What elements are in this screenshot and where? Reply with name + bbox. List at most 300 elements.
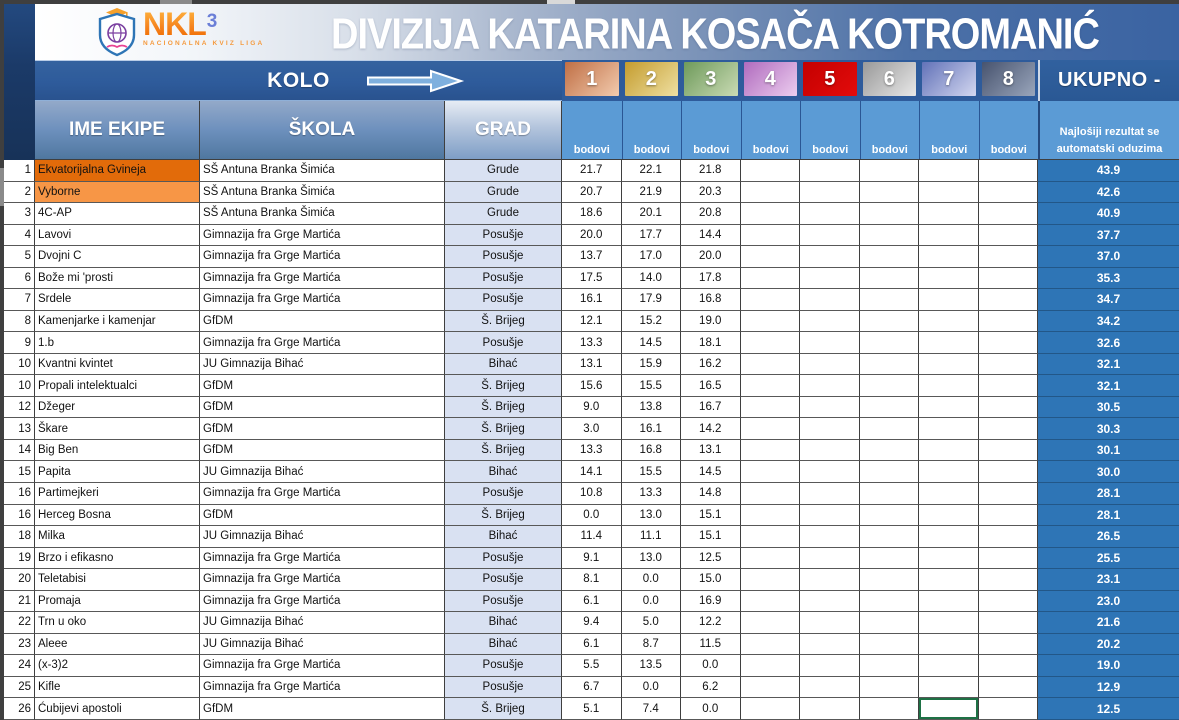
score-cell-round-7[interactable] [919, 268, 979, 290]
score-cell-round-8[interactable] [979, 505, 1039, 527]
round-4-header[interactable] [741, 60, 801, 101]
score-cell-round-4[interactable] [741, 655, 801, 677]
score-cell-round-5[interactable] [800, 354, 860, 376]
score-cell-round-7[interactable] [919, 418, 979, 440]
score-cell-round-7[interactable] [919, 203, 979, 225]
score-cell-round-5[interactable] [800, 698, 860, 720]
city-cell[interactable]: Bihać [445, 634, 562, 656]
score-cell-round-5[interactable] [800, 397, 860, 419]
score-cell-round-2[interactable]: 16.1 [622, 418, 682, 440]
round-5-header[interactable] [800, 60, 860, 101]
city-cell[interactable]: Š. Brijeg [445, 440, 562, 462]
round-2-header[interactable] [622, 60, 682, 101]
score-cell-round-8[interactable] [979, 182, 1039, 204]
score-cell-round-5[interactable] [800, 612, 860, 634]
team-name-cell[interactable]: Kifle [35, 677, 200, 699]
score-cell-round-7[interactable] [919, 526, 979, 548]
total-cell[interactable]: 30.0 [1038, 461, 1179, 483]
points-subheader-round-8[interactable]: bodovi [979, 101, 1039, 159]
score-cell-round-8[interactable] [979, 332, 1039, 354]
city-cell[interactable]: Posušje [445, 483, 562, 505]
score-cell-round-1[interactable]: 20.7 [562, 182, 622, 204]
total-cell[interactable]: 40.9 [1038, 203, 1179, 225]
score-cell-round-3[interactable]: 20.3 [681, 182, 741, 204]
city-cell[interactable]: Posušje [445, 332, 562, 354]
total-cell[interactable]: 37.7 [1038, 225, 1179, 247]
team-name-cell[interactable]: Kamenjarke i kamenjar [35, 311, 200, 333]
points-subheader-round-5[interactable]: bodovi [800, 101, 860, 159]
score-cell-round-7[interactable] [919, 397, 979, 419]
city-cell[interactable]: Posušje [445, 569, 562, 591]
school-cell[interactable]: Gimnazija fra Grge Martića [200, 591, 445, 613]
points-subheader-round-4[interactable]: bodovi [741, 101, 801, 159]
score-cell-round-4[interactable] [741, 569, 801, 591]
city-cell[interactable]: Š. Brijeg [445, 505, 562, 527]
score-cell-round-5[interactable] [800, 591, 860, 613]
score-cell-round-3[interactable]: 15.1 [681, 526, 741, 548]
row-number[interactable]: 22 [4, 612, 35, 634]
city-cell[interactable]: Posušje [445, 246, 562, 268]
team-name-cell[interactable]: Aleee [35, 634, 200, 656]
score-cell-round-2[interactable]: 11.1 [622, 526, 682, 548]
total-cell[interactable]: 32.1 [1038, 354, 1179, 376]
row-number[interactable]: 16 [4, 505, 35, 527]
score-cell-round-5[interactable] [800, 569, 860, 591]
city-cell[interactable]: Posušje [445, 591, 562, 613]
score-cell-round-3[interactable]: 0.0 [681, 655, 741, 677]
score-cell-round-5[interactable] [800, 160, 860, 182]
team-name-cell[interactable]: Milka [35, 526, 200, 548]
score-cell-round-8[interactable] [979, 655, 1039, 677]
column-header-school[interactable]: ŠKOLA [200, 101, 445, 160]
score-cell-round-6[interactable] [860, 677, 920, 699]
score-cell-round-8[interactable] [979, 569, 1039, 591]
score-cell-round-2[interactable]: 13.5 [622, 655, 682, 677]
score-cell-round-7[interactable] [919, 548, 979, 570]
score-cell-round-8[interactable] [979, 354, 1039, 376]
team-name-cell[interactable]: 1.b [35, 332, 200, 354]
row-number[interactable]: 23 [4, 634, 35, 656]
row-number[interactable]: 10 [4, 375, 35, 397]
score-cell-round-2[interactable]: 13.0 [622, 505, 682, 527]
score-cell-round-8[interactable] [979, 311, 1039, 333]
school-cell[interactable]: JU Gimnazija Bihać [200, 461, 445, 483]
school-cell[interactable]: Gimnazija fra Grge Martića [200, 332, 445, 354]
city-cell[interactable]: Š. Brijeg [445, 375, 562, 397]
total-cell[interactable]: 12.9 [1038, 677, 1179, 699]
score-cell-round-3[interactable]: 15.1 [681, 505, 741, 527]
score-cell-round-8[interactable] [979, 160, 1039, 182]
score-cell-round-2[interactable]: 13.8 [622, 397, 682, 419]
total-cell[interactable]: 43.9 [1038, 160, 1179, 182]
score-cell-round-5[interactable] [800, 677, 860, 699]
city-cell[interactable]: Bihać [445, 612, 562, 634]
row-number[interactable]: 15 [4, 461, 35, 483]
total-cell[interactable]: 20.2 [1038, 634, 1179, 656]
score-cell-round-2[interactable]: 8.7 [622, 634, 682, 656]
score-cell-round-5[interactable] [800, 526, 860, 548]
score-cell-round-1[interactable]: 10.8 [562, 483, 622, 505]
team-name-cell[interactable]: Vyborne [35, 182, 200, 204]
row-number[interactable]: 26 [4, 698, 35, 720]
score-cell-round-3[interactable]: 16.2 [681, 354, 741, 376]
school-cell[interactable]: JU Gimnazija Bihać [200, 634, 445, 656]
school-cell[interactable]: Gimnazija fra Grge Martića [200, 268, 445, 290]
total-cell[interactable]: 19.0 [1038, 655, 1179, 677]
score-cell-round-6[interactable] [860, 203, 920, 225]
score-cell-round-4[interactable] [741, 268, 801, 290]
row-number[interactable]: 13 [4, 418, 35, 440]
team-name-cell[interactable]: Brzo i efikasno [35, 548, 200, 570]
score-cell-round-2[interactable]: 17.9 [622, 289, 682, 311]
round-3-header[interactable] [681, 60, 741, 101]
score-cell-round-8[interactable] [979, 461, 1039, 483]
score-cell-round-6[interactable] [860, 698, 920, 720]
total-cell[interactable]: 25.5 [1038, 548, 1179, 570]
score-cell-round-6[interactable] [860, 225, 920, 247]
team-name-cell[interactable]: Bože mi 'prosti [35, 268, 200, 290]
score-cell-round-4[interactable] [741, 418, 801, 440]
city-cell[interactable]: Posušje [445, 268, 562, 290]
score-cell-round-6[interactable] [860, 634, 920, 656]
team-name-cell[interactable]: Džeger [35, 397, 200, 419]
score-cell-round-1[interactable]: 20.0 [562, 225, 622, 247]
score-cell-round-2[interactable]: 22.1 [622, 160, 682, 182]
score-cell-round-5[interactable] [800, 505, 860, 527]
school-cell[interactable]: SŠ Antuna Branka Šimića [200, 203, 445, 225]
score-cell-round-6[interactable] [860, 397, 920, 419]
score-cell-round-8[interactable] [979, 440, 1039, 462]
score-cell-round-4[interactable] [741, 677, 801, 699]
score-cell-round-8[interactable] [979, 268, 1039, 290]
score-cell-round-1[interactable]: 13.3 [562, 440, 622, 462]
city-cell[interactable]: Grude [445, 182, 562, 204]
row-number[interactable]: 3 [4, 203, 35, 225]
row-number[interactable]: 20 [4, 569, 35, 591]
score-cell-round-1[interactable]: 11.4 [562, 526, 622, 548]
score-cell-round-6[interactable] [860, 548, 920, 570]
total-cell[interactable]: 34.2 [1038, 311, 1179, 333]
score-cell-round-6[interactable] [860, 354, 920, 376]
score-cell-round-2[interactable]: 15.2 [622, 311, 682, 333]
city-cell[interactable]: Š. Brijeg [445, 311, 562, 333]
total-cell[interactable]: 28.1 [1038, 483, 1179, 505]
score-cell-round-7[interactable] [919, 289, 979, 311]
row-number[interactable]: 2 [4, 182, 35, 204]
score-cell-round-3[interactable]: 20.0 [681, 246, 741, 268]
score-cell-round-7[interactable] [919, 246, 979, 268]
score-cell-round-5[interactable] [800, 375, 860, 397]
score-cell-round-1[interactable]: 17.5 [562, 268, 622, 290]
score-cell-round-8[interactable] [979, 225, 1039, 247]
score-cell-round-2[interactable]: 15.5 [622, 461, 682, 483]
score-cell-round-3[interactable]: 21.8 [681, 160, 741, 182]
score-cell-round-7[interactable] [919, 375, 979, 397]
score-cell-round-1[interactable]: 9.0 [562, 397, 622, 419]
score-cell-round-7[interactable] [919, 440, 979, 462]
total-cell[interactable]: 35.3 [1038, 268, 1179, 290]
score-cell-round-2[interactable]: 0.0 [622, 569, 682, 591]
city-cell[interactable]: Grude [445, 203, 562, 225]
school-cell[interactable]: GfDM [200, 397, 445, 419]
school-cell[interactable]: Gimnazija fra Grge Martića [200, 225, 445, 247]
city-cell[interactable]: Grude [445, 160, 562, 182]
row-number[interactable]: 14 [4, 440, 35, 462]
score-cell-round-2[interactable]: 17.0 [622, 246, 682, 268]
score-cell-round-3[interactable]: 14.5 [681, 461, 741, 483]
score-cell-round-6[interactable] [860, 418, 920, 440]
score-cell-round-8[interactable] [979, 483, 1039, 505]
score-cell-round-4[interactable] [741, 332, 801, 354]
score-cell-round-3[interactable]: 16.7 [681, 397, 741, 419]
points-subheader-round-3[interactable]: bodovi [681, 101, 741, 159]
score-cell-round-6[interactable] [860, 246, 920, 268]
score-cell-round-7[interactable] [919, 505, 979, 527]
city-cell[interactable]: Š. Brijeg [445, 418, 562, 440]
school-cell[interactable]: GfDM [200, 311, 445, 333]
score-cell-round-4[interactable] [741, 526, 801, 548]
score-cell-round-1[interactable]: 0.0 [562, 505, 622, 527]
score-cell-round-6[interactable] [860, 591, 920, 613]
team-name-cell[interactable]: Srdele [35, 289, 200, 311]
team-name-cell[interactable]: Kvantni kvintet [35, 354, 200, 376]
score-cell-round-8[interactable] [979, 548, 1039, 570]
score-cell-round-2[interactable]: 21.9 [622, 182, 682, 204]
score-cell-round-3[interactable]: 20.8 [681, 203, 741, 225]
score-cell-round-2[interactable]: 14.5 [622, 332, 682, 354]
city-cell[interactable]: Posušje [445, 225, 562, 247]
score-cell-round-7[interactable] [919, 332, 979, 354]
score-cell-round-1[interactable]: 12.1 [562, 311, 622, 333]
score-cell-round-5[interactable] [800, 440, 860, 462]
row-number[interactable]: 10 [4, 354, 35, 376]
score-cell-round-1[interactable]: 15.6 [562, 375, 622, 397]
score-cell-round-5[interactable] [800, 182, 860, 204]
score-cell-round-2[interactable]: 13.3 [622, 483, 682, 505]
score-cell-round-2[interactable]: 20.1 [622, 203, 682, 225]
city-cell[interactable]: Š. Brijeg [445, 397, 562, 419]
score-cell-round-3[interactable]: 16.8 [681, 289, 741, 311]
school-cell[interactable]: SŠ Antuna Branka Šimića [200, 182, 445, 204]
score-cell-round-1[interactable]: 13.1 [562, 354, 622, 376]
school-cell[interactable]: Gimnazija fra Grge Martića [200, 289, 445, 311]
team-name-cell[interactable]: Škare [35, 418, 200, 440]
row-number[interactable]: 21 [4, 591, 35, 613]
team-name-cell[interactable]: Big Ben [35, 440, 200, 462]
points-subheader-round-2[interactable]: bodovi [622, 101, 682, 159]
row-number[interactable]: 7 [4, 289, 35, 311]
points-subheader-round-7[interactable]: bodovi [919, 101, 979, 159]
score-cell-round-1[interactable]: 16.1 [562, 289, 622, 311]
score-cell-round-3[interactable]: 14.4 [681, 225, 741, 247]
round-7-header[interactable] [919, 60, 979, 101]
score-cell-round-3[interactable]: 6.2 [681, 677, 741, 699]
score-cell-round-1[interactable]: 6.1 [562, 634, 622, 656]
score-cell-round-8[interactable] [979, 634, 1039, 656]
city-cell[interactable]: Posušje [445, 289, 562, 311]
row-number[interactable]: 18 [4, 526, 35, 548]
team-name-cell[interactable]: Papita [35, 461, 200, 483]
score-cell-round-6[interactable] [860, 461, 920, 483]
score-cell-round-5[interactable] [800, 461, 860, 483]
round-6-header[interactable] [860, 60, 920, 101]
row-number[interactable]: 8 [4, 311, 35, 333]
total-cell[interactable]: 21.6 [1038, 612, 1179, 634]
score-cell-round-5[interactable] [800, 203, 860, 225]
row-number[interactable]: 9 [4, 332, 35, 354]
row-number[interactable]: 25 [4, 677, 35, 699]
school-cell[interactable]: JU Gimnazija Bihać [200, 612, 445, 634]
team-name-cell[interactable]: Trn u oko [35, 612, 200, 634]
total-cell[interactable]: 37.0 [1038, 246, 1179, 268]
score-cell-round-7[interactable] [919, 591, 979, 613]
points-subheader-round-6[interactable]: bodovi [860, 101, 920, 159]
school-cell[interactable]: GfDM [200, 418, 445, 440]
score-cell-round-3[interactable]: 19.0 [681, 311, 741, 333]
total-cell[interactable]: 28.1 [1038, 505, 1179, 527]
school-cell[interactable]: Gimnazija fra Grge Martića [200, 246, 445, 268]
score-cell-round-7[interactable] [919, 182, 979, 204]
row-number[interactable]: 4 [4, 225, 35, 247]
score-cell-round-8[interactable] [979, 526, 1039, 548]
score-cell-round-1[interactable]: 21.7 [562, 160, 622, 182]
score-cell-round-4[interactable] [741, 246, 801, 268]
team-name-cell[interactable]: Ćubijevi apostoli [35, 698, 200, 720]
score-cell-round-7[interactable] [919, 612, 979, 634]
team-name-cell[interactable]: (x-3)2 [35, 655, 200, 677]
row-number[interactable]: 16 [4, 483, 35, 505]
team-name-cell[interactable]: Ekvatorijalna Gvineja [35, 160, 200, 182]
score-cell-round-3[interactable]: 18.1 [681, 332, 741, 354]
score-cell-round-3[interactable]: 16.9 [681, 591, 741, 613]
score-cell-round-1[interactable]: 18.6 [562, 203, 622, 225]
score-cell-round-6[interactable] [860, 375, 920, 397]
school-cell[interactable]: JU Gimnazija Bihać [200, 354, 445, 376]
city-cell[interactable]: Bihać [445, 354, 562, 376]
score-cell-round-3[interactable]: 12.5 [681, 548, 741, 570]
score-cell-round-1[interactable]: 13.3 [562, 332, 622, 354]
total-cell[interactable]: 23.0 [1038, 591, 1179, 613]
row-number[interactable]: 6 [4, 268, 35, 290]
score-cell-round-3[interactable]: 15.0 [681, 569, 741, 591]
score-cell-round-3[interactable]: 14.8 [681, 483, 741, 505]
school-cell[interactable]: Gimnazija fra Grge Martića [200, 655, 445, 677]
score-cell-round-6[interactable] [860, 332, 920, 354]
score-cell-round-8[interactable] [979, 591, 1039, 613]
row-number[interactable]: 1 [4, 160, 35, 182]
score-cell-round-1[interactable]: 6.1 [562, 591, 622, 613]
score-cell-round-8[interactable] [979, 698, 1039, 720]
score-cell-round-4[interactable] [741, 612, 801, 634]
city-cell[interactable]: Š. Brijeg [445, 698, 562, 720]
score-cell-round-2[interactable]: 17.7 [622, 225, 682, 247]
score-cell-round-3[interactable]: 17.8 [681, 268, 741, 290]
school-cell[interactable]: GfDM [200, 375, 445, 397]
points-subheader-round-1[interactable]: bodovi [562, 101, 622, 159]
score-cell-round-7[interactable] [919, 634, 979, 656]
score-cell-round-8[interactable] [979, 612, 1039, 634]
score-cell-round-5[interactable] [800, 246, 860, 268]
team-name-cell[interactable]: Teletabisi [35, 569, 200, 591]
total-cell[interactable]: 30.3 [1038, 418, 1179, 440]
score-cell-round-8[interactable] [979, 375, 1039, 397]
city-cell[interactable]: Bihać [445, 526, 562, 548]
score-cell-round-1[interactable]: 3.0 [562, 418, 622, 440]
score-cell-round-7[interactable] [919, 354, 979, 376]
score-cell-round-4[interactable] [741, 182, 801, 204]
score-cell-round-6[interactable] [860, 160, 920, 182]
score-cell-round-4[interactable] [741, 548, 801, 570]
column-header-city[interactable]: GRAD [445, 101, 562, 160]
score-cell-round-6[interactable] [860, 483, 920, 505]
score-cell-round-5[interactable] [800, 548, 860, 570]
score-cell-round-4[interactable] [741, 505, 801, 527]
score-cell-round-1[interactable]: 14.1 [562, 461, 622, 483]
score-cell-round-5[interactable] [800, 655, 860, 677]
total-cell[interactable]: 26.5 [1038, 526, 1179, 548]
score-cell-round-8[interactable] [979, 289, 1039, 311]
school-cell[interactable]: Gimnazija fra Grge Martića [200, 677, 445, 699]
score-cell-round-5[interactable] [800, 418, 860, 440]
score-cell-round-3[interactable]: 14.2 [681, 418, 741, 440]
total-cell[interactable]: 12.5 [1038, 698, 1179, 720]
score-cell-round-6[interactable] [860, 526, 920, 548]
score-cell-round-2[interactable]: 7.4 [622, 698, 682, 720]
team-name-cell[interactable]: Dvojni C [35, 246, 200, 268]
score-cell-round-5[interactable] [800, 268, 860, 290]
score-cell-round-4[interactable] [741, 311, 801, 333]
score-cell-round-1[interactable]: 5.1 [562, 698, 622, 720]
total-cell[interactable]: 42.6 [1038, 182, 1179, 204]
score-cell-round-6[interactable] [860, 289, 920, 311]
score-cell-round-1[interactable]: 6.7 [562, 677, 622, 699]
score-cell-round-3[interactable]: 16.5 [681, 375, 741, 397]
score-cell-round-2[interactable]: 0.0 [622, 591, 682, 613]
total-cell[interactable]: 30.5 [1038, 397, 1179, 419]
score-cell-round-1[interactable]: 8.1 [562, 569, 622, 591]
total-cell[interactable]: 30.1 [1038, 440, 1179, 462]
team-name-cell[interactable]: Propali intelektualci [35, 375, 200, 397]
score-cell-round-5[interactable] [800, 332, 860, 354]
score-cell-round-4[interactable] [741, 461, 801, 483]
score-cell-round-4[interactable] [741, 160, 801, 182]
team-name-cell[interactable]: 4C-AP [35, 203, 200, 225]
city-cell[interactable]: Posušje [445, 548, 562, 570]
school-cell[interactable]: Gimnazija fra Grge Martića [200, 483, 445, 505]
score-cell-round-4[interactable] [741, 591, 801, 613]
team-name-cell[interactable]: Lavovi [35, 225, 200, 247]
total-cell[interactable]: 32.6 [1038, 332, 1179, 354]
score-cell-round-5[interactable] [800, 483, 860, 505]
score-cell-round-3[interactable]: 12.2 [681, 612, 741, 634]
school-cell[interactable]: GfDM [200, 698, 445, 720]
score-cell-round-8[interactable] [979, 203, 1039, 225]
row-number[interactable]: 24 [4, 655, 35, 677]
city-cell[interactable]: Posušje [445, 655, 562, 677]
score-cell-round-2[interactable]: 15.5 [622, 375, 682, 397]
score-cell-round-4[interactable] [741, 354, 801, 376]
score-cell-round-1[interactable]: 5.5 [562, 655, 622, 677]
score-cell-round-8[interactable] [979, 677, 1039, 699]
score-cell-round-4[interactable] [741, 483, 801, 505]
score-cell-round-1[interactable]: 13.7 [562, 246, 622, 268]
score-cell-round-4[interactable] [741, 397, 801, 419]
round-1-header[interactable] [562, 60, 622, 101]
score-cell-round-6[interactable] [860, 505, 920, 527]
column-header-team[interactable]: IME EKIPE [35, 101, 200, 160]
row-number[interactable]: 12 [4, 397, 35, 419]
score-cell-round-7[interactable] [919, 461, 979, 483]
